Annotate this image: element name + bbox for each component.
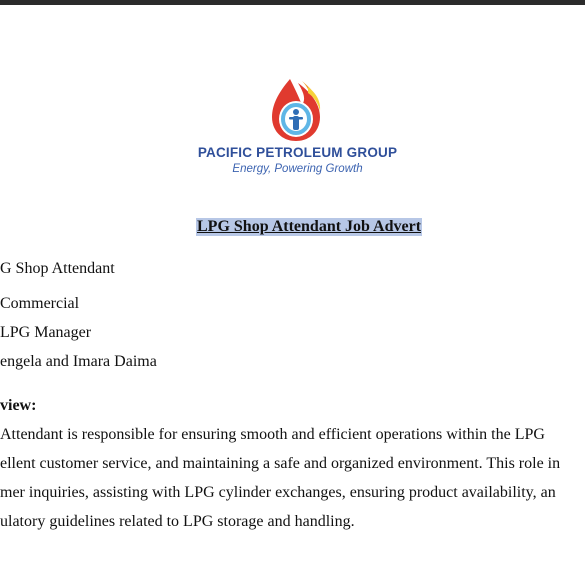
section-heading-overview: view: xyxy=(0,397,37,414)
body-line: mer inquiries, assisting with LPG cylinder exchanges, ensuring product availability, an xyxy=(0,484,556,501)
body-line: ellent customer service, and maintaining a safe and organized environment. This role in xyxy=(0,455,561,472)
field-job-title: G Shop Attendant xyxy=(0,260,115,277)
document-page xyxy=(0,5,585,577)
field-location: engela and Imara Daima xyxy=(0,353,157,370)
field-department: Commercial xyxy=(0,295,80,312)
company-tagline: Energy, Powering Growth xyxy=(232,163,363,175)
company-name: PACIFIC PETROLEUM GROUP xyxy=(197,145,398,160)
body-line: Attendant is responsible for ensuring smooth and efficient operations within the LPG xyxy=(0,426,545,443)
flame-drop-logo-icon xyxy=(268,75,328,143)
company-logo xyxy=(190,75,405,187)
document-title: LPG Shop Attendant Job Advert xyxy=(197,218,422,235)
field-reports-to: LPG Manager xyxy=(0,324,92,341)
body-line: ulatory guidelines related to LPG storage and handling. xyxy=(0,513,355,530)
